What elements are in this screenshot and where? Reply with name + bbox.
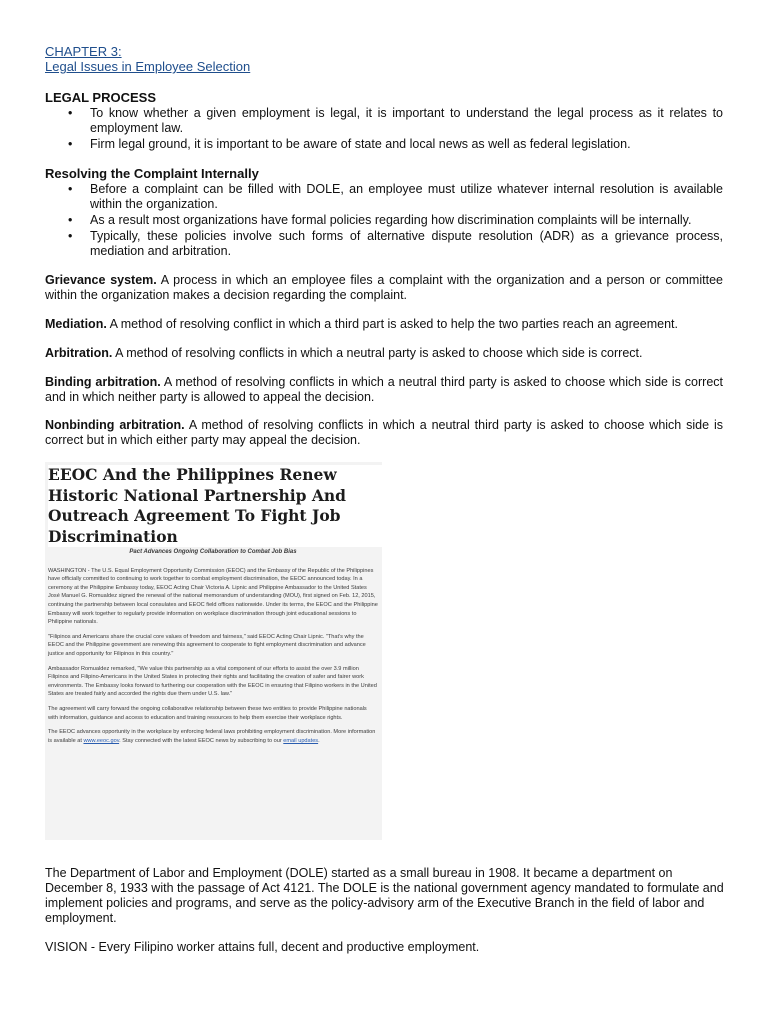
definition-term: Binding arbitration. [45,375,161,389]
definition-mediation [45,317,723,332]
definition-term: Arbitration. [45,346,113,360]
legal-process-heading: LEGAL PROCESS [45,90,157,105]
dole-paragraph: The Department of Labor and Employment (DOLE) started as a small bureau in 1908. It became a department on December 8, 1933 with the passage of Act 4121. The DOLE is the national government agency mandated to formulate and implement policies and programs, and serve as the policy-advisory arm of the Executive Branch in the field of labor and employment. [45,866,724,925]
bullet-icon: • [68,213,73,227]
footer-section [45,866,725,969]
list-item [45,182,723,212]
news-paragraph-last [48,728,378,745]
list-item [45,106,723,136]
list-item-text: Firm legal ground, it is important to be aware of state and local news as well as federal legislation. [90,137,631,151]
definition-nonbinding-arbitration [45,418,723,448]
list-item-text: Before a complaint can be filled with DOLE, an employee must utilize whatever internal resolution is available within the organization. [90,182,723,211]
news-subtitle: Pact Advances Ongoing Collaboration to Combat Job Bias [129,549,297,555]
document-page [45,44,723,448]
list-item-text: Typically, these policies involve such forms of alternative dispute resolution (ADR) as a grievance process, mediation and arbitration. [90,229,723,258]
definition-grievance [45,273,723,303]
news-text: The EEOC advances opportunity in the workplace by enforcing federal laws prohibiting employment discrimination. More information is available at [48,729,376,744]
definition-text: A method of resolving conflicts in which a neutral third party is asked to choose which side is correct but in which either party may appeal the decision. [45,418,723,447]
news-paragraph: WASHINGTON - The U.S. Equal Employment Opportunity Commission (EEOC) and the Embassy of the Republic of the Philippines have officially committed to continuing to work together to combat employment discrimination, the EEOC announced today. In a ceremony at the Philippine Embassy today, EEOC Acting Chair Victoria A. Lipnic and Philippine Ambassador to the United States José Manuel G. Romualdez signed the renewal of the national memorandum of understanding (MOU), first signed on Feb. 12, 2015, continuing the partnership between local consulates and EEOC field offices nationwide. Under its terms, the EEOC and the Philippine Embassy will work together to regularly provide information on workplace discrimination through joint educational sessions to Philippine nationals. [48,567,378,626]
bullet-icon: • [68,229,73,243]
news-clipping-image [45,462,382,840]
definition-term: Grievance system. [45,273,157,287]
bullet-icon: • [68,182,73,196]
resolving-list [45,182,723,259]
legal-process-list [45,106,723,152]
list-item-text: To know whether a given employment is legal, it is important to understand the legal process as it relates to employment law. [90,106,723,135]
definition-text: A method of resolving conflict in which a third part is asked to help the two parties reach an agreement. [106,317,678,331]
resolving-heading: Resolving the Complaint Internally [45,166,259,181]
definition-term: Mediation. [45,317,107,331]
bullet-icon: • [68,137,73,151]
news-headline: EEOC And the Philippines Renew Historic National Partnership And Outreach Agreement To Fight Job Discrimination [48,465,382,547]
list-item-text: As a result most organizations have formal policies regarding how discrimination complaints will be internally. [90,213,692,227]
list-item [45,229,723,259]
news-paragraph: The agreement will carry forward the ongoing collaborative relationship between these two entities to provide Philippine nationals with information, guidance and access to education and training resources to help them exercise their workplace rights. [48,705,367,721]
news-text: . [318,737,320,744]
news-paragraph: Ambassador Romualdez remarked, "We value this partnership as a vital component of our efforts to assist the over 3.9 million Filipinos and Filipino-Americans in the United States in protecting their rights and facilitating the creation of safer and fairer work environments. The Embassy looks forward to furthering our cooperation with the EEOC in ensuring that Filipino workers in the United States are treated fairly and accorded the rights due them under U.S. law." [48,665,377,698]
definition-text: A method of resolving conflicts in which a neutral third party is asked to choose which side is correct and in which neither party is allowed to appeal the decision. [45,375,723,404]
definition-binding-arbitration [45,375,723,405]
news-text: . Stay connected with the latest EEOC news by subscribing to our [119,737,284,744]
bullet-icon: • [68,106,73,120]
definition-term: Nonbinding arbitration. [45,418,185,432]
list-item [45,213,723,228]
definition-arbitration [45,346,723,361]
eeoc-website-link[interactable]: www.eeoc.gov [83,737,120,744]
vision-statement: VISION - Every Filipino worker attains full, decent and productive employment. [45,940,480,954]
email-updates-link[interactable]: email updates [283,737,319,744]
news-paragraph: "Filipinos and Americans share the crucial core values of freedom and fairness," said EEOC Acting Chair Lipnic. "That's why the EEOC and the Philippine government are renewing this agreement to cooperate to fight employment discrimination and advance justice and opportunity for Filipinos in this country." [48,633,366,657]
news-body [48,542,378,751]
definition-text: A method of resolving conflicts in which a neutral party is asked to choose which side is correct. [112,346,643,360]
chapter-label: CHAPTER 3: [45,44,122,59]
chapter-title: Legal Issues in Employee Selection [45,59,251,74]
definition-text: A process in which an employee files a complaint with the organization and a person or committee within the organization makes a decision regarding the complaint. [45,273,723,302]
list-item [45,137,723,152]
